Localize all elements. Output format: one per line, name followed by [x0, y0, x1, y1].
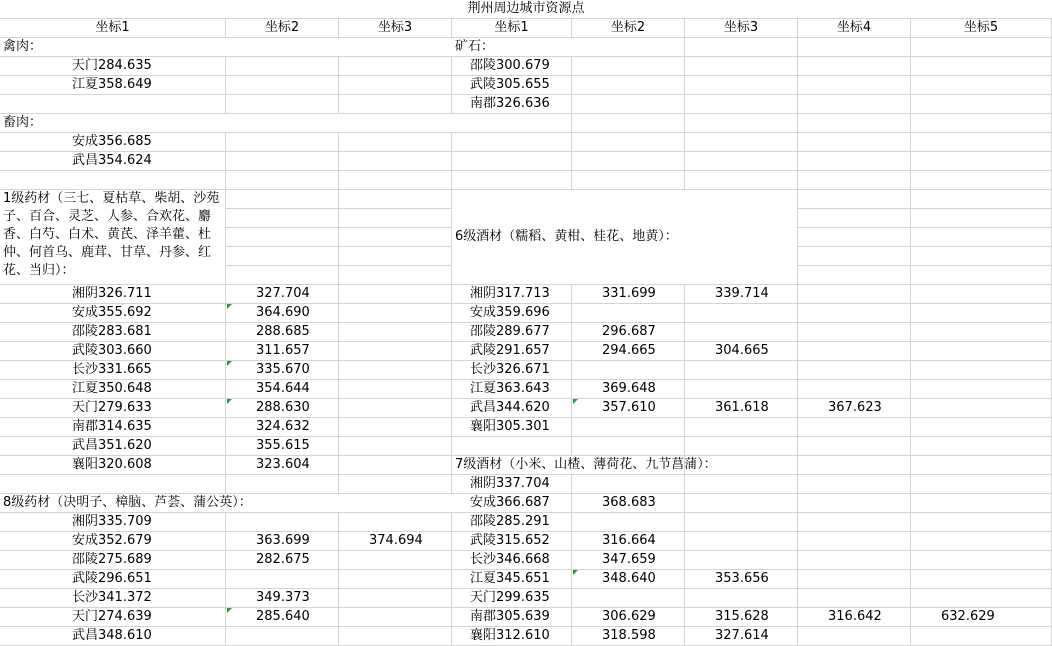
grid-cell[interactable] — [798, 437, 911, 456]
grid-cell[interactable] — [339, 190, 452, 209]
grid-cell[interactable] — [685, 589, 798, 608]
grid-cell[interactable] — [339, 304, 452, 323]
grid-cell[interactable] — [911, 38, 1052, 57]
data-cell[interactable]: 天门279.633 — [0, 399, 226, 418]
column-header[interactable]: 坐标1 — [452, 19, 572, 38]
grid-cell[interactable] — [685, 380, 798, 399]
sheet-title[interactable]: 荆州周边城市资源点 — [0, 0, 1052, 19]
grid-cell[interactable] — [685, 551, 798, 570]
data-cell[interactable]: 天门274.639 — [0, 608, 226, 627]
data-cell[interactable]: 武陵296.651 — [0, 570, 226, 589]
grid-cell[interactable] — [339, 323, 452, 342]
data-cell[interactable]: 357.610 — [572, 399, 685, 418]
grid-cell[interactable] — [685, 76, 798, 95]
data-cell[interactable]: 374.694 — [339, 532, 452, 551]
grid-cell[interactable] — [339, 399, 452, 418]
grid-cell[interactable] — [572, 589, 685, 608]
data-cell[interactable]: 湘阴335.709 — [0, 513, 226, 532]
data-cell[interactable]: 285.640 — [226, 608, 339, 627]
data-cell[interactable]: 306.629 — [572, 608, 685, 627]
grid-cell[interactable] — [911, 570, 1052, 589]
data-cell[interactable]: 282.675 — [226, 551, 339, 570]
grid-cell[interactable] — [911, 342, 1052, 361]
grid-cell[interactable] — [452, 114, 572, 133]
grid-cell[interactable] — [798, 304, 911, 323]
grid-cell[interactable] — [226, 266, 339, 285]
grid-cell[interactable] — [572, 76, 685, 95]
grid-cell[interactable] — [572, 95, 685, 114]
grid-cell[interactable] — [226, 95, 339, 114]
grid-cell[interactable] — [911, 399, 1052, 418]
grid-cell[interactable] — [339, 608, 452, 627]
column-header[interactable]: 坐标1 — [0, 19, 226, 38]
grid-cell[interactable] — [685, 57, 798, 76]
data-cell[interactable]: 331.699 — [572, 285, 685, 304]
grid-cell[interactable] — [339, 342, 452, 361]
grid-cell[interactable] — [226, 76, 339, 95]
data-cell[interactable]: 江夏345.651 — [452, 570, 572, 589]
data-cell[interactable]: 323.604 — [226, 456, 339, 475]
grid-cell[interactable] — [685, 152, 798, 171]
grid-cell[interactable] — [452, 133, 572, 152]
grid-cell[interactable] — [339, 418, 452, 437]
data-cell[interactable]: 湘阴317.713 — [452, 285, 572, 304]
data-cell[interactable]: 369.648 — [572, 380, 685, 399]
grid-cell[interactable] — [911, 209, 1052, 228]
grid-cell[interactable] — [685, 171, 798, 190]
grid-cell[interactable] — [911, 133, 1052, 152]
grid-cell[interactable] — [339, 133, 452, 152]
grid-cell[interactable] — [798, 247, 911, 266]
grid-cell[interactable] — [685, 475, 798, 494]
data-cell[interactable]: 安成366.687 — [452, 494, 572, 513]
merged-category-cell[interactable]: 6级酒材（糯稻、黄柑、桂花、地黄）： — [452, 190, 798, 285]
merged-category-cell[interactable]: 1级药材（三七、夏枯草、柴胡、沙苑子、百合、灵芝、人参、合欢花、麝香、白芍、白术、黄芪、泽羊藿、杜仲、何首乌、鹿茸、甘草、丹参、红花、当归）： — [0, 190, 226, 285]
data-cell[interactable]: 江夏358.649 — [0, 76, 226, 95]
grid-cell[interactable] — [685, 304, 798, 323]
grid-cell[interactable] — [911, 228, 1052, 247]
grid-cell[interactable] — [452, 171, 572, 190]
grid-cell[interactable] — [339, 551, 452, 570]
section-label[interactable]: 畜肉： — [0, 114, 452, 133]
data-cell[interactable]: 327.704 — [226, 285, 339, 304]
grid-cell[interactable] — [226, 190, 339, 209]
data-cell[interactable]: 354.644 — [226, 380, 339, 399]
grid-cell[interactable] — [339, 475, 452, 494]
data-cell[interactable]: 353.656 — [685, 570, 798, 589]
grid-cell[interactable] — [572, 513, 685, 532]
grid-cell[interactable] — [339, 627, 452, 646]
grid-cell[interactable] — [339, 95, 452, 114]
data-cell[interactable]: 316.664 — [572, 532, 685, 551]
grid-cell[interactable] — [911, 437, 1052, 456]
data-cell[interactable]: 316.642 — [798, 608, 911, 627]
grid-cell[interactable] — [226, 152, 339, 171]
data-cell[interactable]: 347.659 — [572, 551, 685, 570]
grid-cell[interactable] — [572, 475, 685, 494]
grid-cell[interactable] — [911, 380, 1052, 399]
data-cell[interactable]: 邵陵283.681 — [0, 323, 226, 342]
grid-cell[interactable] — [798, 361, 911, 380]
grid-cell[interactable] — [572, 171, 685, 190]
grid-cell[interactable] — [0, 95, 226, 114]
grid-cell[interactable] — [911, 589, 1052, 608]
data-cell[interactable]: 邵陵300.679 — [452, 57, 572, 76]
grid-cell[interactable] — [452, 152, 572, 171]
grid-cell[interactable] — [339, 76, 452, 95]
grid-cell[interactable] — [798, 114, 911, 133]
cell-indicator-icon — [227, 608, 232, 613]
grid-cell[interactable] — [226, 475, 339, 494]
grid-cell[interactable] — [798, 456, 911, 475]
grid-cell[interactable] — [798, 57, 911, 76]
grid-cell[interactable] — [226, 570, 339, 589]
grid-cell[interactable] — [798, 342, 911, 361]
grid-cell[interactable] — [572, 304, 685, 323]
column-header[interactable]: 坐标2 — [226, 19, 339, 38]
data-cell[interactable]: 324.632 — [226, 418, 339, 437]
cell-indicator-icon — [573, 570, 578, 575]
data-cell[interactable]: 南郡314.635 — [0, 418, 226, 437]
data-cell[interactable]: 武昌354.624 — [0, 152, 226, 171]
grid-cell[interactable] — [339, 285, 452, 304]
grid-cell[interactable] — [685, 513, 798, 532]
grid-cell[interactable] — [798, 95, 911, 114]
data-cell[interactable]: 襄阳305.301 — [452, 418, 572, 437]
data-cell[interactable]: 304.665 — [685, 342, 798, 361]
data-cell[interactable]: 288.630 — [226, 399, 339, 418]
grid-cell[interactable] — [339, 266, 452, 285]
data-cell[interactable]: 311.657 — [226, 342, 339, 361]
data-cell[interactable]: 349.373 — [226, 589, 339, 608]
data-cell[interactable]: 长沙341.372 — [0, 589, 226, 608]
grid-cell[interactable] — [685, 95, 798, 114]
grid-cell[interactable] — [798, 494, 911, 513]
grid-cell[interactable] — [339, 57, 452, 76]
grid-cell[interactable] — [798, 38, 911, 57]
data-cell[interactable]: 368.683 — [572, 494, 685, 513]
grid-cell[interactable] — [798, 551, 911, 570]
grid-cell[interactable] — [911, 418, 1052, 437]
grid-cell[interactable] — [911, 266, 1052, 285]
data-cell[interactable]: 294.665 — [572, 342, 685, 361]
section-label[interactable]: 8级药材（决明子、樟脑、芦荟、蒲公英）： — [0, 494, 452, 513]
grid-cell[interactable] — [685, 418, 798, 437]
grid-cell[interactable] — [798, 228, 911, 247]
data-cell[interactable]: 襄阳312.610 — [452, 627, 572, 646]
data-cell[interactable]: 南郡326.636 — [452, 95, 572, 114]
data-cell[interactable]: 339.714 — [685, 285, 798, 304]
data-cell[interactable]: 湘阴337.704 — [452, 475, 572, 494]
grid-cell[interactable] — [685, 133, 798, 152]
grid-cell[interactable] — [226, 57, 339, 76]
cell-indicator-icon — [227, 304, 232, 309]
data-cell[interactable]: 武昌351.620 — [0, 437, 226, 456]
grid-cell[interactable] — [911, 57, 1052, 76]
data-cell[interactable]: 安成359.696 — [452, 304, 572, 323]
data-cell[interactable]: 武陵291.657 — [452, 342, 572, 361]
grid-cell[interactable] — [911, 323, 1052, 342]
grid-cell[interactable] — [0, 475, 226, 494]
data-cell[interactable]: 315.628 — [685, 608, 798, 627]
grid-cell[interactable] — [911, 152, 1052, 171]
data-cell[interactable]: 武昌344.620 — [452, 399, 572, 418]
column-header[interactable]: 坐标3 — [685, 19, 798, 38]
grid-cell[interactable] — [572, 57, 685, 76]
grid-cell[interactable] — [911, 361, 1052, 380]
grid-cell[interactable] — [685, 361, 798, 380]
grid-cell[interactable] — [911, 551, 1052, 570]
data-cell[interactable]: 367.623 — [798, 399, 911, 418]
grid-cell[interactable] — [685, 38, 798, 57]
grid-cell[interactable] — [339, 380, 452, 399]
data-cell[interactable]: 296.687 — [572, 323, 685, 342]
grid-cell[interactable] — [572, 114, 685, 133]
grid-cell[interactable] — [798, 323, 911, 342]
grid-cell[interactable] — [339, 228, 452, 247]
grid-cell[interactable] — [339, 570, 452, 589]
grid-cell[interactable] — [911, 627, 1052, 646]
grid-cell[interactable] — [911, 190, 1052, 209]
grid-cell[interactable] — [572, 418, 685, 437]
data-cell[interactable]: 江夏350.648 — [0, 380, 226, 399]
grid-cell[interactable] — [798, 152, 911, 171]
column-header[interactable]: 坐标3 — [339, 19, 452, 38]
grid-cell[interactable] — [911, 513, 1052, 532]
data-cell[interactable]: 湘阴326.711 — [0, 285, 226, 304]
grid-cell[interactable] — [911, 171, 1052, 190]
grid-cell[interactable] — [911, 114, 1052, 133]
data-cell[interactable]: 天门284.635 — [0, 57, 226, 76]
data-cell[interactable]: 邵陵275.689 — [0, 551, 226, 570]
grid-cell[interactable] — [798, 285, 911, 304]
data-cell[interactable]: 武陵315.652 — [452, 532, 572, 551]
data-cell[interactable]: 361.618 — [685, 399, 798, 418]
data-cell[interactable]: 邵陵285.291 — [452, 513, 572, 532]
grid-cell[interactable] — [339, 456, 452, 475]
grid-cell[interactable] — [685, 437, 798, 456]
grid-cell[interactable] — [798, 532, 911, 551]
grid-cell[interactable] — [911, 76, 1052, 95]
grid-cell[interactable] — [685, 532, 798, 551]
grid-cell[interactable] — [685, 114, 798, 133]
data-cell[interactable]: 天门299.635 — [452, 589, 572, 608]
grid-cell[interactable] — [685, 323, 798, 342]
grid-cell[interactable] — [911, 247, 1052, 266]
data-cell[interactable]: 318.598 — [572, 627, 685, 646]
data-cell[interactable]: 武陵303.660 — [0, 342, 226, 361]
data-cell[interactable]: 364.690 — [226, 304, 339, 323]
data-cell[interactable]: 288.685 — [226, 323, 339, 342]
grid-cell[interactable] — [339, 437, 452, 456]
grid-cell[interactable] — [798, 418, 911, 437]
grid-cell[interactable] — [339, 247, 452, 266]
grid-cell[interactable] — [798, 266, 911, 285]
grid-cell[interactable] — [339, 209, 452, 228]
grid-cell[interactable] — [911, 285, 1052, 304]
data-cell[interactable]: 襄阳320.608 — [0, 456, 226, 475]
grid-cell[interactable] — [798, 190, 911, 209]
column-header[interactable]: 坐标5 — [911, 19, 1052, 38]
grid-cell[interactable] — [798, 589, 911, 608]
grid-cell[interactable] — [798, 627, 911, 646]
grid-cell[interactable] — [911, 95, 1052, 114]
section-label[interactable]: 矿石： — [452, 38, 572, 57]
data-cell[interactable]: 南郡305.639 — [452, 608, 572, 627]
grid-cell[interactable] — [572, 152, 685, 171]
grid-cell[interactable] — [685, 494, 798, 513]
grid-cell[interactable] — [798, 570, 911, 589]
grid-cell[interactable] — [798, 513, 911, 532]
grid-cell[interactable] — [339, 152, 452, 171]
grid-cell[interactable] — [226, 133, 339, 152]
grid-cell[interactable] — [339, 171, 452, 190]
grid-cell[interactable] — [226, 627, 339, 646]
data-cell[interactable]: 武昌348.610 — [0, 627, 226, 646]
grid-cell[interactable] — [572, 38, 685, 57]
data-cell[interactable]: 江夏363.643 — [452, 380, 572, 399]
column-header[interactable]: 坐标2 — [572, 19, 685, 38]
grid-cell[interactable] — [798, 475, 911, 494]
data-cell[interactable]: 邵陵289.677 — [452, 323, 572, 342]
data-cell[interactable]: 长沙331.665 — [0, 361, 226, 380]
data-cell[interactable]: 武陵305.655 — [452, 76, 572, 95]
grid-cell[interactable] — [452, 437, 572, 456]
cell-indicator-icon — [573, 399, 578, 404]
grid-cell[interactable] — [911, 494, 1052, 513]
grid-cell[interactable] — [226, 513, 339, 532]
data-cell[interactable]: 安成352.679 — [0, 532, 226, 551]
data-cell[interactable]: 363.699 — [226, 532, 339, 551]
grid-cell[interactable] — [572, 361, 685, 380]
grid-cell[interactable] — [0, 171, 226, 190]
grid-cell[interactable] — [226, 228, 339, 247]
data-cell[interactable]: 632.629 — [911, 608, 1052, 627]
data-cell[interactable]: 355.615 — [226, 437, 339, 456]
data-cell[interactable]: 安成356.685 — [0, 133, 226, 152]
grid-cell[interactable] — [226, 171, 339, 190]
grid-cell[interactable] — [798, 380, 911, 399]
grid-cell[interactable] — [798, 209, 911, 228]
data-cell[interactable]: 327.614 — [685, 627, 798, 646]
grid-cell[interactable] — [339, 513, 452, 532]
grid-cell[interactable] — [798, 171, 911, 190]
grid-cell[interactable] — [798, 133, 911, 152]
grid-cell[interactable] — [911, 475, 1052, 494]
data-cell[interactable]: 长沙326.671 — [452, 361, 572, 380]
data-cell[interactable]: 335.670 — [226, 361, 339, 380]
grid-cell[interactable] — [911, 456, 1052, 475]
section-label[interactable]: 禽肉： — [0, 38, 452, 57]
data-cell[interactable]: 安成355.692 — [0, 304, 226, 323]
grid-cell[interactable] — [572, 133, 685, 152]
cell-indicator-icon — [227, 361, 232, 366]
grid-cell[interactable] — [339, 589, 452, 608]
column-header[interactable]: 坐标4 — [798, 19, 911, 38]
grid-cell[interactable] — [798, 76, 911, 95]
grid-cell[interactable] — [339, 361, 452, 380]
data-cell[interactable]: 长沙346.668 — [452, 551, 572, 570]
cell-indicator-icon — [227, 399, 232, 404]
grid-cell[interactable] — [911, 532, 1052, 551]
grid-cell[interactable] — [572, 437, 685, 456]
grid-cell[interactable] — [226, 247, 339, 266]
data-cell[interactable]: 348.640 — [572, 570, 685, 589]
grid-cell[interactable] — [226, 209, 339, 228]
grid-cell[interactable] — [911, 304, 1052, 323]
section-label[interactable]: 7级酒材（小米、山楂、薄荷花、九节菖蒲）： — [452, 456, 572, 475]
